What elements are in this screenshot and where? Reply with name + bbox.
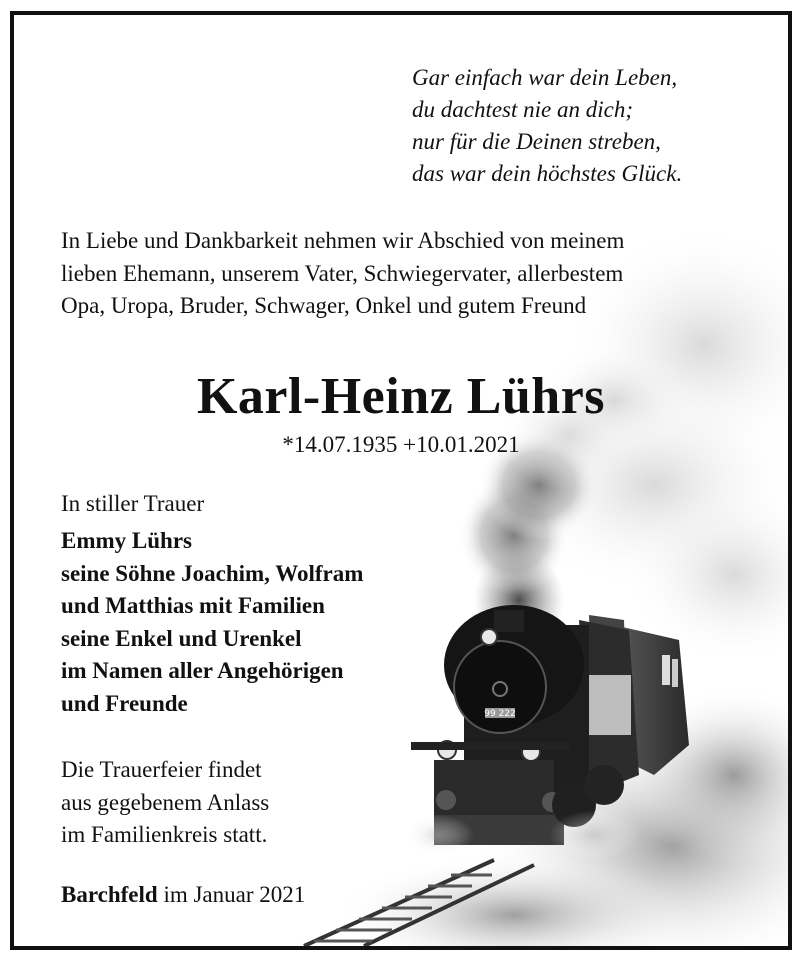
mourners-list [61, 525, 363, 720]
place-date-signature [61, 879, 305, 911]
intro-line: lieben Ehemann, unserem Vater, Schwiegervater, allerbestem [61, 260, 624, 286]
mourning-heading: In stiller Trauer [61, 491, 205, 516]
poem-line: das war dein höchstes Glück. [412, 161, 683, 186]
obituary-frame [10, 11, 792, 950]
mourner-line: seine Söhne Joachim, Wolfram [61, 560, 364, 586]
mourner-line: im Namen aller Angehörigen [61, 658, 344, 683]
memorial-poem [412, 62, 682, 190]
mourner-line: und Freunde [61, 690, 188, 716]
farewell-intro [61, 225, 761, 323]
intro-line: In Liebe und Dankbarkeit nehmen wir Abschied von meinem [61, 228, 625, 253]
mourner-line: seine Enkel und Urenkel [61, 625, 302, 651]
obituary-text [14, 15, 788, 946]
funeral-line: aus gegebenem Anlass [61, 789, 270, 815]
mourner-line: und Matthias mit Familien [61, 593, 325, 618]
intro-line: Opa, Uropa, Bruder, Schwager, Onkel und gutem Freund [61, 293, 587, 318]
poem-line: nur für die Deinen streben, [412, 129, 661, 154]
mourner-line: Emmy Lührs [61, 528, 192, 553]
funeral-line: Die Trauerfeier findet [61, 757, 262, 782]
funeral-line: im Familienkreis statt. [61, 822, 268, 847]
signature-date: im Januar 2021 [157, 882, 306, 907]
funeral-notice [61, 754, 269, 852]
poem-line: Gar einfach war dein Leben, [412, 65, 678, 90]
poem-line: du dachtest nie an dich; [412, 97, 634, 122]
signature-place: Barchfeld [61, 882, 158, 907]
life-dates: *14.07.1935 +10.01.2021 [282, 432, 520, 457]
deceased-name: Karl-Heinz Lührs [196, 368, 606, 425]
locomotive-number: 99 222 [484, 709, 516, 719]
